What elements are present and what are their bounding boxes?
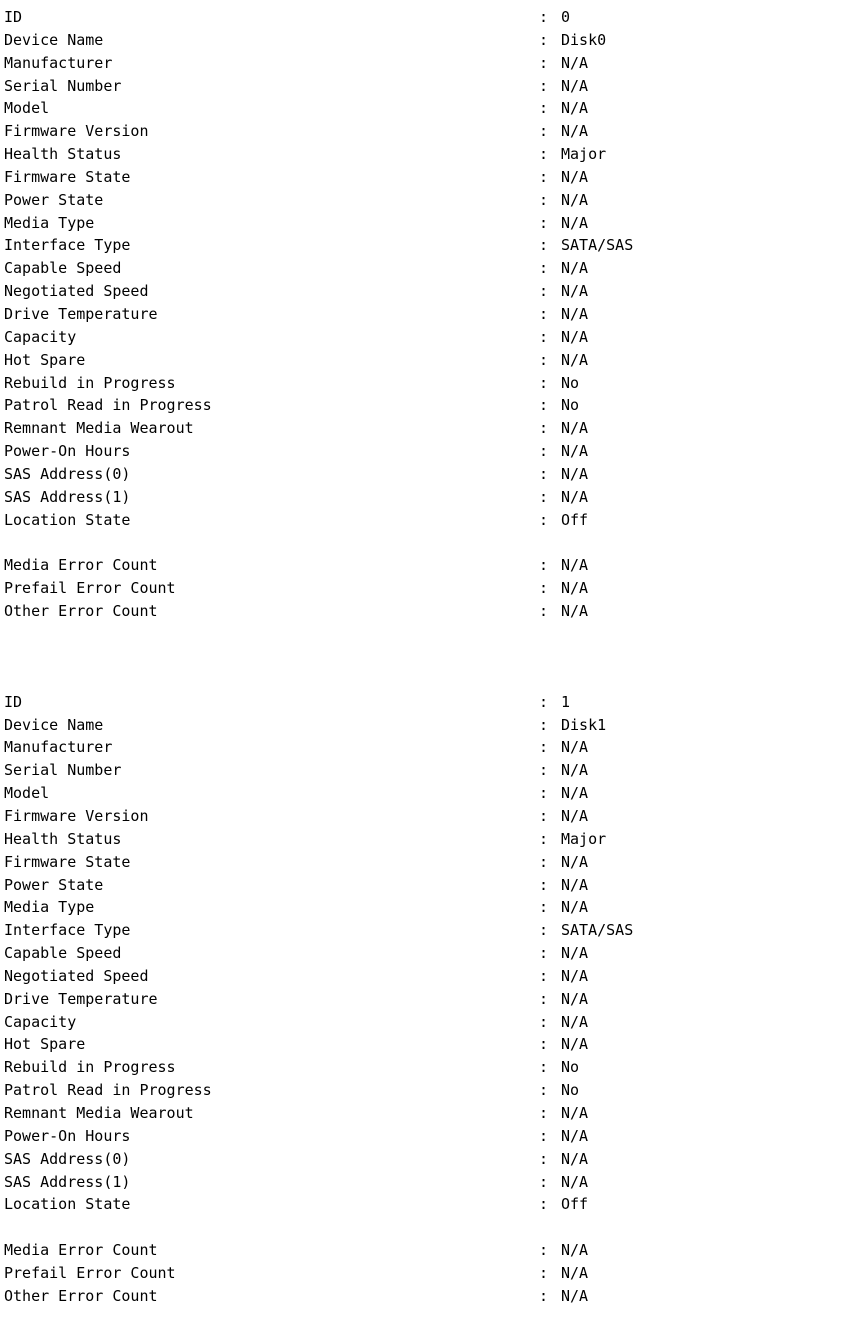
property-row: [4, 1102, 852, 1125]
property-separator: :: [539, 236, 549, 255]
property-separator: :: [539, 396, 549, 415]
property-row: [4, 326, 852, 349]
property-value: N/A: [561, 99, 589, 118]
property-value: Off: [561, 510, 589, 529]
property-label: Serial Number: [4, 761, 122, 780]
property-separator: :: [539, 692, 549, 711]
property-row: [4, 29, 852, 52]
property-separator: :: [539, 989, 549, 1008]
property-row: [4, 1171, 852, 1194]
property-separator: :: [539, 464, 549, 483]
property-separator: :: [539, 944, 549, 963]
property-separator: :: [539, 259, 549, 278]
property-row: [4, 212, 852, 235]
property-row: [4, 143, 852, 166]
property-label: Manufacturer: [4, 53, 113, 72]
property-value: N/A: [561, 989, 589, 1008]
property-separator: :: [539, 8, 549, 26]
property-label: Interface Type: [4, 921, 131, 940]
property-label: Model: [4, 784, 50, 803]
property-row: [4, 1033, 852, 1056]
property-row: [4, 120, 852, 143]
property-row: [4, 257, 852, 280]
property-separator: :: [539, 373, 549, 392]
property-row: [4, 1193, 852, 1216]
property-label: Health Status: [4, 829, 122, 848]
property-value: 0: [561, 8, 571, 26]
property-label: Drive Temperature: [4, 304, 158, 323]
property-row: [4, 759, 852, 782]
property-label: Media Type: [4, 213, 95, 232]
property-separator: :: [539, 76, 549, 95]
property-row: [4, 75, 852, 98]
property-value: N/A: [561, 1126, 589, 1145]
property-label: Firmware Version: [4, 122, 149, 141]
property-row: [4, 372, 852, 395]
property-separator: :: [539, 1058, 549, 1077]
property-value: N/A: [561, 852, 589, 871]
property-label: Media Error Count: [4, 556, 158, 575]
property-row: [4, 349, 852, 372]
property-separator: :: [539, 761, 549, 780]
property-row: [4, 440, 852, 463]
property-value: Major: [561, 145, 607, 164]
property-label: Capable Speed: [4, 259, 122, 278]
property-row: [4, 714, 852, 737]
property-separator: :: [539, 829, 549, 848]
property-row: [4, 234, 852, 257]
property-value: N/A: [561, 76, 589, 95]
property-separator: :: [539, 556, 549, 575]
property-label: Prefail Error Count: [4, 1263, 176, 1282]
property-row: [4, 463, 852, 486]
property-label: Power State: [4, 875, 104, 894]
property-value: N/A: [561, 807, 589, 825]
property-value: N/A: [561, 350, 589, 369]
property-separator: :: [539, 715, 549, 734]
property-label: Media Type: [4, 898, 95, 917]
property-label: Power-On Hours: [4, 1126, 131, 1145]
property-label: Media Error Count: [4, 1241, 158, 1260]
property-label: Serial Number: [4, 76, 122, 95]
property-value: N/A: [561, 122, 589, 141]
property-row: [4, 1011, 852, 1034]
property-row: [4, 805, 852, 828]
property-value: No: [561, 1081, 580, 1100]
property-separator: :: [539, 30, 549, 49]
property-label: Capable Speed: [4, 944, 122, 963]
property-label: Firmware State: [4, 852, 131, 871]
property-row: [4, 1262, 852, 1285]
property-value: Disk0: [561, 30, 607, 49]
property-label: Firmware State: [4, 167, 131, 186]
section-gap: [4, 531, 852, 554]
property-label: Remnant Media Wearout: [4, 419, 194, 438]
property-value: No: [561, 396, 580, 415]
property-separator: :: [539, 1286, 549, 1305]
property-separator: :: [539, 190, 549, 209]
device-gap: [4, 623, 852, 691]
property-row: [4, 965, 852, 988]
property-row: [4, 1239, 852, 1262]
property-label: Power-On Hours: [4, 442, 131, 461]
property-value: N/A: [561, 1286, 589, 1305]
property-row: [4, 1079, 852, 1102]
property-row: [4, 280, 852, 303]
property-row: [4, 1056, 852, 1079]
property-value: N/A: [561, 966, 589, 985]
property-row: [4, 1148, 852, 1171]
property-separator: :: [539, 167, 549, 186]
property-label: Hot Spare: [4, 350, 86, 369]
property-label: Other Error Count: [4, 601, 158, 620]
section-gap: [4, 1216, 852, 1239]
property-label: ID: [4, 8, 23, 26]
property-separator: :: [539, 966, 549, 985]
property-row: [4, 736, 852, 759]
property-value: SATA/SAS: [561, 921, 634, 940]
property-row: [4, 509, 852, 532]
property-value: N/A: [561, 1149, 589, 1168]
property-value: N/A: [561, 601, 589, 620]
property-value: 1: [561, 692, 571, 711]
property-row: [4, 166, 852, 189]
property-row: [4, 942, 852, 965]
property-separator: :: [539, 1195, 549, 1214]
property-value: Major: [561, 829, 607, 848]
property-separator: :: [539, 1103, 549, 1122]
property-value: N/A: [561, 579, 589, 598]
property-separator: :: [539, 898, 549, 917]
property-row: [4, 6, 852, 29]
property-row: [4, 988, 852, 1011]
property-label: Negotiated Speed: [4, 282, 149, 301]
property-separator: :: [539, 442, 549, 461]
property-separator: :: [539, 1263, 549, 1282]
property-value: N/A: [561, 898, 589, 917]
property-row: [4, 577, 852, 600]
property-value: N/A: [561, 282, 589, 301]
property-value: Disk1: [561, 715, 607, 734]
property-separator: :: [539, 327, 549, 346]
property-row: [4, 417, 852, 440]
property-value: No: [561, 373, 580, 392]
property-row: [4, 919, 852, 942]
property-row: [4, 97, 852, 120]
property-label: Model: [4, 99, 50, 118]
property-separator: :: [539, 419, 549, 438]
property-value: N/A: [561, 442, 589, 461]
property-label: Location State: [4, 1195, 131, 1214]
property-label: Prefail Error Count: [4, 579, 176, 598]
property-row: [4, 486, 852, 509]
property-label: Hot Spare: [4, 1035, 86, 1054]
property-row: [4, 303, 852, 326]
property-row: [4, 828, 852, 851]
property-row: [4, 394, 852, 417]
property-label: SAS Address(1): [4, 1172, 131, 1191]
property-separator: :: [539, 1149, 549, 1168]
property-value: N/A: [561, 784, 589, 803]
property-separator: :: [539, 53, 549, 72]
property-row: [4, 874, 852, 897]
property-value: N/A: [561, 190, 589, 209]
property-value: N/A: [561, 464, 589, 483]
property-label: Drive Temperature: [4, 989, 158, 1008]
property-row: [4, 782, 852, 805]
property-label: Patrol Read in Progress: [4, 1081, 212, 1100]
property-row: [4, 554, 852, 577]
property-row: [4, 691, 852, 714]
property-row: [4, 896, 852, 919]
property-separator: :: [539, 487, 549, 506]
property-label: Firmware Version: [4, 807, 149, 825]
property-value: N/A: [561, 1035, 589, 1054]
property-separator: :: [539, 921, 549, 940]
property-value: N/A: [561, 419, 589, 438]
property-separator: :: [539, 304, 549, 323]
property-separator: :: [539, 99, 549, 118]
property-label: SAS Address(0): [4, 1149, 131, 1168]
property-row: [4, 851, 852, 874]
property-separator: :: [539, 1126, 549, 1145]
property-separator: :: [539, 510, 549, 529]
property-value: N/A: [561, 1172, 589, 1191]
property-value: Off: [561, 1195, 589, 1214]
property-label: Negotiated Speed: [4, 966, 149, 985]
property-value: N/A: [561, 487, 589, 506]
property-value: N/A: [561, 1241, 589, 1260]
property-separator: :: [539, 579, 549, 598]
property-row: [4, 1125, 852, 1148]
property-label: Remnant Media Wearout: [4, 1103, 194, 1122]
property-label: Power State: [4, 190, 104, 209]
property-separator: :: [539, 122, 549, 141]
property-value: N/A: [561, 1012, 589, 1031]
property-separator: :: [539, 282, 549, 301]
property-separator: :: [539, 145, 549, 164]
device-block: [4, 6, 852, 623]
property-value: N/A: [561, 875, 589, 894]
property-separator: :: [539, 1035, 549, 1054]
property-label: Health Status: [4, 145, 122, 164]
property-label: Other Error Count: [4, 1286, 158, 1305]
property-label: ID: [4, 692, 23, 711]
property-value: N/A: [561, 556, 589, 575]
property-label: Manufacturer: [4, 738, 113, 757]
property-separator: :: [539, 1241, 549, 1260]
property-label: Rebuild in Progress: [4, 373, 176, 392]
property-value: N/A: [561, 259, 589, 278]
property-separator: :: [539, 1081, 549, 1100]
property-row: [4, 1285, 852, 1308]
property-separator: :: [539, 875, 549, 894]
property-label: SAS Address(0): [4, 464, 131, 483]
property-separator: :: [539, 784, 549, 803]
property-label: Capacity: [4, 1012, 77, 1031]
property-value: No: [561, 1058, 580, 1077]
property-label: Capacity: [4, 327, 77, 346]
property-value: N/A: [561, 53, 589, 72]
property-value: N/A: [561, 1103, 589, 1122]
property-separator: :: [539, 213, 549, 232]
property-separator: :: [539, 601, 549, 620]
device-block: [4, 691, 852, 1308]
property-value: N/A: [561, 1263, 589, 1282]
property-row: [4, 189, 852, 212]
property-value: N/A: [561, 738, 589, 757]
property-separator: :: [539, 350, 549, 369]
property-separator: :: [539, 852, 549, 871]
property-value: N/A: [561, 327, 589, 346]
property-row: [4, 600, 852, 623]
property-label: Rebuild in Progress: [4, 1058, 176, 1077]
property-separator: :: [539, 1012, 549, 1031]
property-separator: :: [539, 1172, 549, 1191]
property-value: N/A: [561, 213, 589, 232]
property-separator: :: [539, 807, 549, 825]
property-label: Device Name: [4, 715, 104, 734]
property-value: SATA/SAS: [561, 236, 634, 255]
property-row: [4, 52, 852, 75]
property-value: N/A: [561, 761, 589, 780]
property-label: SAS Address(1): [4, 487, 131, 506]
property-value: N/A: [561, 944, 589, 963]
property-value: N/A: [561, 304, 589, 323]
property-separator: :: [539, 738, 549, 757]
property-value: N/A: [561, 167, 589, 186]
property-label: Device Name: [4, 30, 104, 49]
property-label: Patrol Read in Progress: [4, 396, 212, 415]
property-label: Location State: [4, 510, 131, 529]
property-label: Interface Type: [4, 236, 131, 255]
